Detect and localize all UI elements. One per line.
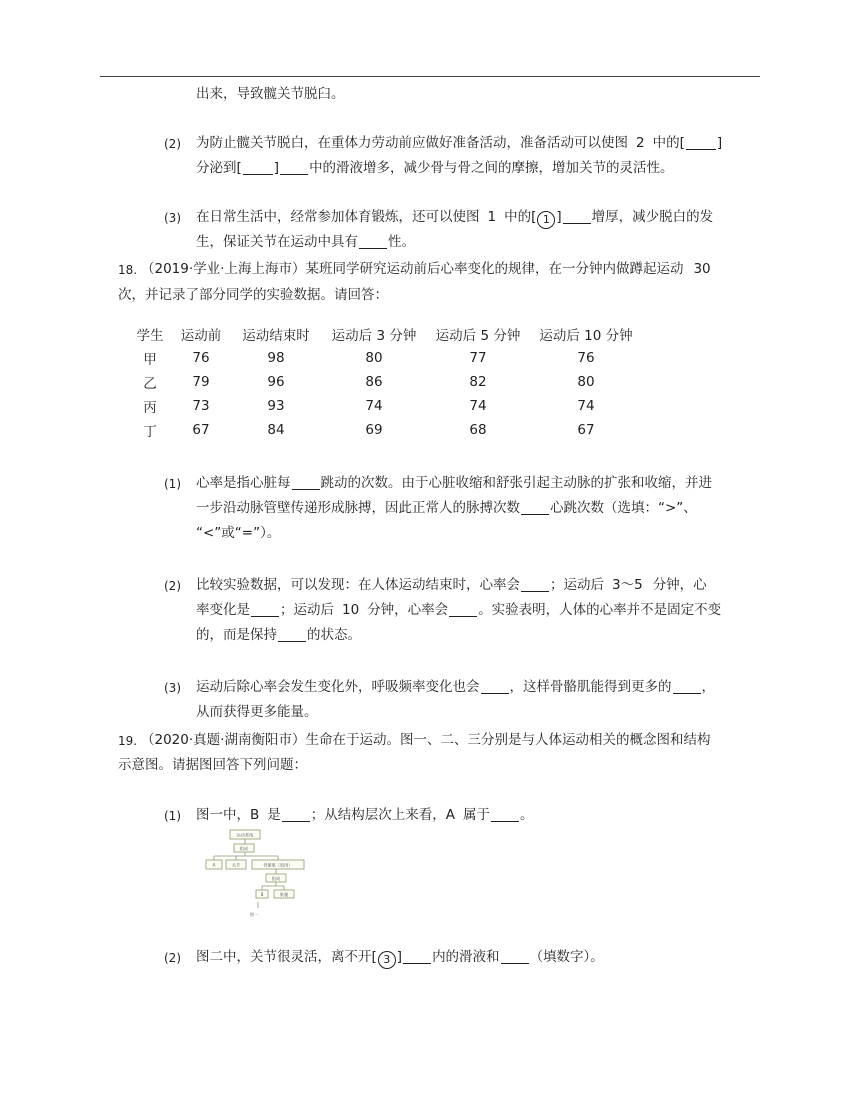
answer-blank[interactable] xyxy=(403,949,431,964)
concept-label-c: 骨骼肌（肌肉） xyxy=(263,862,293,868)
answer-blank[interactable] xyxy=(501,949,529,964)
table-header: 运动结束时 xyxy=(242,328,310,344)
table-cell: 84 xyxy=(267,422,285,438)
circled-number-3: 3 xyxy=(378,951,396,969)
table-cell: 76 xyxy=(192,350,210,366)
circled-number-1: 1 xyxy=(537,211,555,229)
q19-source: （2020·真题·湖南衡阳市） xyxy=(141,732,306,748)
table-cell: 甲 xyxy=(143,352,157,368)
q18-part2-line3: 的，而是保持 的状态。 xyxy=(196,627,361,643)
concept-label-b: 关节 xyxy=(231,862,241,868)
table-row xyxy=(128,418,642,442)
q18-source: （2019·学业·上海上海市） xyxy=(141,261,306,277)
q19-part1-number: (1) xyxy=(164,809,181,823)
answer-blank[interactable] xyxy=(280,160,308,175)
answer-blank[interactable] xyxy=(686,135,716,150)
table-cell: 77 xyxy=(469,350,487,366)
header-rule xyxy=(100,76,760,77)
table-header: 运动前 xyxy=(180,328,222,344)
answer-blank[interactable] xyxy=(521,500,549,515)
table-cell: 74 xyxy=(365,398,383,414)
answer-blank[interactable] xyxy=(521,577,549,592)
answer-blank[interactable] xyxy=(491,807,519,822)
concept-label-e: 肌腹 xyxy=(279,892,289,897)
table-cell: 丁 xyxy=(143,424,157,440)
q18-part1-line2: 一步沿动脉管壁传递形成脉搏，因此正常人的脉搏次数 心跳次数（选填：“>”、 xyxy=(196,500,697,516)
concept-label-c-sub: 组成 xyxy=(271,876,281,881)
table-header: 学生 xyxy=(136,328,164,344)
table-cell: 80 xyxy=(365,350,383,366)
table-cell: 86 xyxy=(365,374,383,390)
concept-label-top: 运动系统 xyxy=(236,832,254,838)
concept-label-sub: 组成 xyxy=(239,846,249,851)
q19-part1-line1: 图一中，B 是 ；从结构层次上来看，A 属于 。 xyxy=(196,807,534,823)
q18-number: 18. xyxy=(118,263,138,277)
table-cell: 67 xyxy=(577,422,595,438)
table-header: 运动后 5 分钟 xyxy=(435,328,521,344)
answer-blank[interactable] xyxy=(251,602,279,617)
answer-blank[interactable] xyxy=(449,602,477,617)
q18-part1-line1: 心率是指心脏每 跳动的次数。由于心脏收缩和舒张引起主动脉的扩张和收缩，并进 xyxy=(196,475,712,491)
q18-part2-line2: 率变化是 ；运动后 10 分钟，心率会 。实验表明，人体的心率并不是固定不变 xyxy=(196,602,722,618)
answer-blank[interactable] xyxy=(359,234,387,249)
q17-continuation-line: 出来，导致髋关节脱臼。 xyxy=(196,86,345,102)
concept-label-a: A xyxy=(212,862,216,868)
answer-blank[interactable] xyxy=(292,475,320,490)
figure-1-caption: 图一 xyxy=(249,912,259,917)
table-cell: 69 xyxy=(365,422,383,438)
table-cell: 丙 xyxy=(143,400,157,416)
table-header: 运动后 10 分钟 xyxy=(539,328,633,344)
q17-part2-line1: 为防止髋关节脱白，在重体力劳动前应做好准备活动，准备活动可以使图 2 中的[ ] xyxy=(196,135,723,151)
answer-blank[interactable] xyxy=(673,679,701,694)
q18-stem-line2: 次，并记录了部分同学的实验数据。请回答： xyxy=(118,287,388,303)
q18-part3-line1: 运动后除心率会发生变化外，呼吸频率变化也会 ，这样骨骼肌能得到更多的 ， xyxy=(196,679,715,695)
answer-blank[interactable] xyxy=(481,679,509,694)
q19-part2-line1: 图二中，关节很灵活，离不开[ 3 ] 内的滑液和 （填数字）。 xyxy=(196,947,604,969)
concept-label-d: B xyxy=(260,892,264,897)
table-cell: 98 xyxy=(267,350,285,366)
table-cell: 67 xyxy=(192,422,210,438)
table-cell: 93 xyxy=(267,398,285,414)
q17-part3-number: (3) xyxy=(164,211,181,225)
q17-part3-line1: 在日常生活中，经常参加体育锻炼，还可以使图 1 中的[ 1 ] 增厚，减少脱白的发 xyxy=(196,207,713,229)
table-cell: 76 xyxy=(577,350,595,366)
table-cell: 79 xyxy=(192,374,210,390)
q18-stem-line1: （2019·学业·上海上海市）某班同学研究运动前后心率变化的规律，在一分钟内做蹲起运动 30 xyxy=(141,261,711,277)
q19-number: 19. xyxy=(118,734,138,748)
table-cell: 80 xyxy=(577,374,595,390)
q18-part3-number: (3) xyxy=(164,681,181,695)
q18-part2-number: (2) xyxy=(164,579,181,593)
q19-stem-line2: 示意图。请据图回答下列问题： xyxy=(118,757,307,773)
table-row xyxy=(128,346,642,370)
table-cell: 73 xyxy=(192,398,210,414)
q19-stem-line1: （2020·真题·湖南衡阳市）生命在于运动。图一、二、三分别是与人体运动相关的概念图和结构 xyxy=(141,732,711,748)
q18-part3-line2: 从而获得更多能量。 xyxy=(196,704,318,720)
q17-part2-line2: 分泌到[ ] 中的滑液增多，减少骨与骨之间的摩擦，增加关节的灵活性。 xyxy=(196,160,674,176)
table-cell: 82 xyxy=(469,374,487,390)
heart-rate-table xyxy=(128,322,642,442)
table-cell: 68 xyxy=(469,422,487,438)
q19-part2-number: (2) xyxy=(164,951,181,965)
q18-part1-number: (1) xyxy=(164,477,181,491)
table-row xyxy=(128,394,642,418)
answer-blank[interactable] xyxy=(278,627,306,642)
table-cell: 乙 xyxy=(143,376,157,392)
table-header: 运动后 3 分钟 xyxy=(331,328,417,344)
table-row xyxy=(128,370,642,394)
q18-part2-line1: 比较实验数据，可以发现：在人体运动结束时，心率会 ；运动后 3～5 分钟，心 xyxy=(196,577,707,593)
table-cell: 96 xyxy=(267,374,285,390)
table-cell: 74 xyxy=(577,398,595,414)
answer-blank[interactable] xyxy=(563,209,591,224)
table-header-row xyxy=(128,322,642,346)
table-cell: 74 xyxy=(469,398,487,414)
answer-blank[interactable] xyxy=(243,160,273,175)
q18-part1-line3: “<”或“=”）。 xyxy=(196,525,281,541)
answer-blank[interactable] xyxy=(282,807,310,822)
q17-part2-number: (2) xyxy=(164,137,181,151)
concept-map-figure-1 xyxy=(202,828,314,918)
q17-part3-line2: 生，保证关节在运动中具有 性。 xyxy=(196,234,415,250)
